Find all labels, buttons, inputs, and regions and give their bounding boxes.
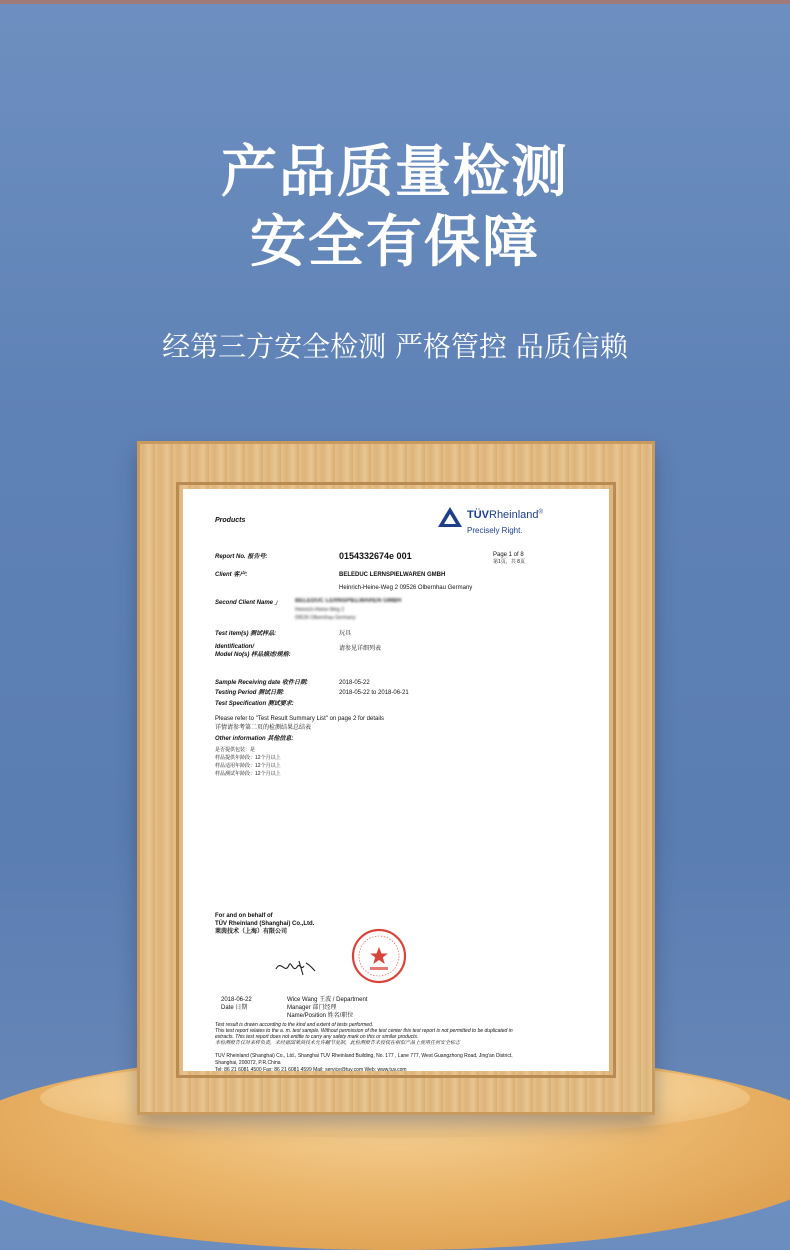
footer-address1: TÜV Rheinland (Shanghai) Co., Ltd., Shanghai TÜV Rheinland Building, No. 177 , Lane 777, West Guangzhong Road, Jing'an District, [215, 1053, 513, 1059]
footer-contact: Tel: 86 21 6081 4500 Fax: 86 21 6081 4599 Mail: service@tuv.com Web: www.tuv.com [215, 1067, 407, 1071]
other-info-label: Other information 其他信息: [215, 736, 294, 742]
testing-period-label: Testing Period 测试日期: [215, 690, 285, 696]
other-info-line: 样品测试年龄段：12个月以上 [215, 771, 281, 777]
signer-caption: Name/Position 姓名/职位 [287, 1013, 354, 1019]
footer-address2: Shanghai, 200072, P.R.China [215, 1060, 281, 1066]
other-info-line: 样品适用年龄段：12个月以上 [215, 763, 281, 769]
brand-name: TÜVRheinland® [467, 509, 543, 521]
test-spec-line1: Please refer to "Test Result Summary List" on page 2 for details [215, 716, 385, 722]
behalf-line3: 莱茵技术（上海）有限公司 [215, 929, 288, 935]
behalf-line1: For and on behalf of [215, 913, 273, 919]
sign-date-label: Date 日期 [221, 1005, 248, 1011]
sample-receiving-label: Sample Receiving date 收件日期: [215, 680, 309, 686]
company-seal-icon [350, 927, 408, 985]
page-number: Page 1 of 8 [493, 552, 524, 558]
second-client-address1: Heinrich-Heine-Weg 2 [295, 607, 345, 613]
sign-date: 2018-06-22 [221, 997, 252, 1003]
headline-line1: 产品质量检测 [221, 140, 569, 205]
report-no-value: 0154332674e 001 [339, 551, 412, 561]
test-spec-line2: 详情请参考第二页的检测结果总结表 [215, 725, 312, 731]
behalf-line2: TÜV Rheinland (Shanghai) Co.,Ltd. [215, 921, 315, 927]
second-client-label: Second Client Name 」 [215, 600, 281, 606]
model-label: Model No(s) 样品描述/规格: [215, 652, 291, 658]
sample-receiving-value: 2018-05-22 [339, 680, 370, 686]
certificate-paper [183, 489, 609, 1071]
certificate-frame [137, 441, 655, 1115]
report-no-label: Report No. 报告号: [215, 554, 268, 560]
client-label: Client 客户: [215, 572, 248, 578]
section-label: Products [215, 517, 246, 524]
tuv-triangle-icon [437, 506, 463, 528]
test-spec-label: Test Specification 测试要求: [215, 701, 294, 707]
disclaimer-line4: 本检测报告仅对来样负责，未经德国莱茵技术允许翻节复制，此检测报告未授权在相似产品上使用任何安全标志 [215, 1040, 461, 1046]
model-value: 请参见详细列表 [339, 646, 382, 652]
disclaimer-line3: extracts. This test report does not entitle to carry any safety mark on this or similar products. [215, 1034, 419, 1040]
disclaimer-line2: This test report relates to the a. m. test sample. Without permission of the test center this test report is not permitted to be duplicated in [215, 1028, 513, 1034]
second-client-address2: 09526 Olbernhau Germany [295, 615, 356, 621]
test-items-value: 玩具 [339, 631, 352, 637]
test-items-label: Test item(s) 测试样品: [215, 631, 277, 637]
subtitle: 经第三方安全检测 严格管控 品质信赖 [162, 330, 628, 363]
identification-label: Identification/ [215, 644, 254, 650]
other-info-line: 样品提供年龄段：12个月以上 [215, 755, 281, 761]
testing-period-value: 2018-05-22 to 2018-06-21 [339, 690, 409, 696]
brand-tagline: Precisely Right. [467, 526, 523, 535]
page-number-cn: 第1页，共 8页 [493, 559, 525, 565]
headline-line2: 安全有保障 [250, 210, 540, 275]
other-info-line: 是否提供包装：是 [215, 747, 256, 753]
client-address: Heinrich-Heine-Weg 2 09526 Olbernhau Germany [339, 585, 473, 591]
signer-position: Manager 部门经理 [287, 1005, 337, 1011]
signer-name: Wice Wang 王波 / Department [287, 997, 368, 1003]
signature-image [273, 955, 317, 979]
second-client-name: BELEDUC LERNSPIELWAREN GMBH [295, 598, 402, 604]
top-accent-line [0, 0, 790, 4]
client-name: BELEDUC LERNSPIELWAREN GMBH [339, 572, 446, 578]
disclaimer-line1: Test result is drawn according to the kind and extent of tests performed. [215, 1022, 374, 1028]
